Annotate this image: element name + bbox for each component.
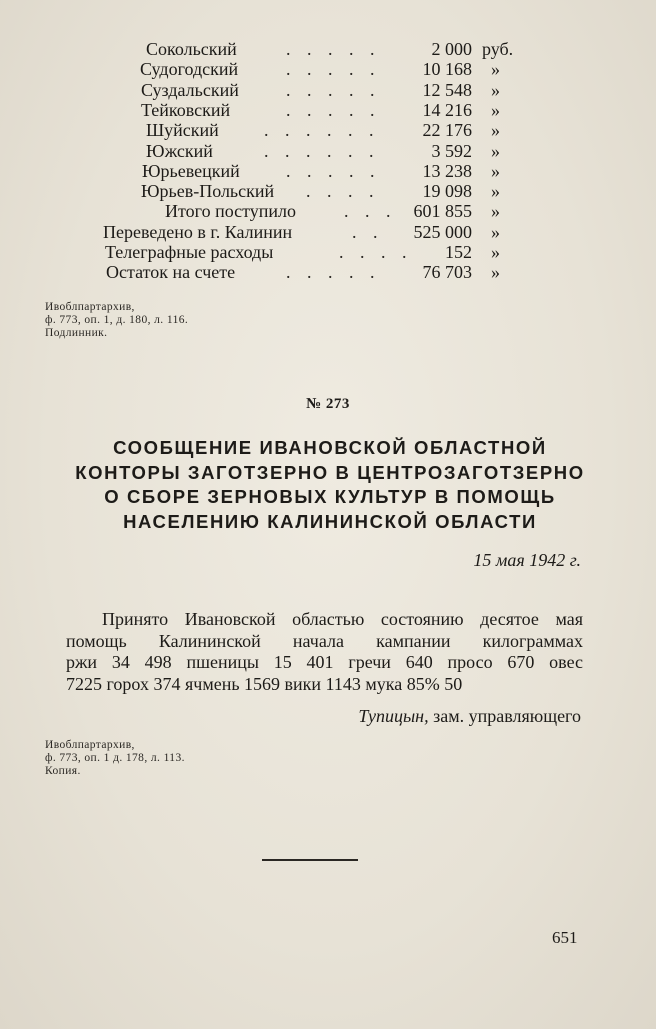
district-name: Переведено в г. Калинин — [103, 221, 293, 242]
district-row — [0, 59, 656, 79]
currency-unit: » — [491, 181, 500, 202]
district-name: Суздальский — [141, 79, 239, 100]
district-amount: 601 855 — [413, 201, 472, 222]
archive-line: ф. 773, оп. 1, д. 180, л. 116. — [45, 314, 189, 326]
document-body — [66, 609, 583, 695]
district-name: Шуйский — [146, 120, 219, 141]
archive-line: Подлинник. — [45, 327, 108, 339]
district-amount: 10 168 — [422, 59, 472, 80]
leader-dots: . . . . . — [286, 160, 381, 181]
archive-line: Ивоблпартархив, — [45, 739, 135, 751]
district-name: Юрьев-Польский — [141, 181, 275, 202]
title-line: О СБОРЕ ЗЕРНОВЫХ КУЛЬТУР В ПОМОЩЬ — [104, 486, 556, 507]
title-line: НАСЕЛЕНИЮ КАЛИНИНСКОЙ ОБЛАСТИ — [123, 510, 537, 532]
document-date: 15 мая 1942 г. — [473, 550, 581, 570]
signature-name: Тупицын, — [358, 706, 429, 726]
district-row — [0, 39, 656, 59]
district-row — [0, 80, 656, 100]
leader-dots: . . . . . . — [264, 140, 380, 161]
leader-dots: . . . . . — [286, 39, 381, 59]
district-row — [0, 181, 656, 201]
body-line: ржи 34 498 пшеницы 15 401 гречи 640 просо 670 овес — [66, 652, 583, 672]
currency-unit: » — [491, 262, 500, 283]
archive-reference — [45, 739, 185, 778]
leader-dots: . . . . . — [286, 79, 381, 100]
leader-dots: . . . . . — [286, 59, 381, 80]
district-row — [0, 242, 656, 262]
district-name: Сокольский — [146, 39, 237, 59]
leader-dots: . . — [352, 221, 384, 242]
district-amount: 525 000 — [413, 221, 472, 242]
currency-unit: » — [491, 201, 500, 222]
leader-dots: . . . . — [339, 242, 413, 262]
district-row — [0, 262, 656, 282]
leader-dots: . . . . — [306, 181, 380, 202]
currency-unit: » — [491, 120, 500, 141]
document-title — [40, 436, 620, 534]
district-amount: 13 238 — [422, 160, 472, 181]
district-amount: 3 592 — [431, 140, 472, 161]
leader-dots: . . . . . — [286, 99, 381, 120]
district-row — [0, 141, 656, 161]
archive-line: Копия. — [45, 765, 81, 777]
district-name: Остаток на счете — [106, 262, 236, 283]
body-line: Принято Ивановской областью состоянию десятое мая — [102, 609, 583, 629]
archive-reference — [45, 301, 188, 340]
district-row — [0, 222, 656, 242]
district-name: Юрьевецкий — [142, 160, 240, 181]
document-number: № 273 — [306, 396, 350, 412]
leader-dots: . . . — [344, 201, 397, 222]
signature — [358, 706, 581, 727]
archive-line: Ивоблпартархив, — [45, 301, 135, 313]
district-name: Итого поступило — [165, 201, 297, 222]
leader-dots: . . . . . — [286, 262, 381, 283]
district-amount: 76 703 — [422, 262, 472, 283]
currency-unit: руб. — [482, 39, 514, 59]
district-amount: 19 098 — [422, 181, 472, 202]
district-row — [0, 161, 656, 181]
district-name: Тейковский — [141, 99, 231, 120]
currency-unit: » — [491, 59, 500, 80]
body-line: 7225 горох 374 ячмень 1569 вики 1143 мука 85% 50 — [66, 673, 463, 694]
district-amount: 12 548 — [422, 79, 472, 100]
district-name: Телеграфные расходы — [105, 242, 274, 262]
currency-unit: » — [491, 99, 500, 120]
title-line: СООБЩЕНИЕ ИВАНОВСКОЙ ОБЛАСТНОЙ — [113, 437, 547, 458]
title-line: КОНТОРЫ ЗАГОТЗЕРНО В ЦЕНТРОЗАГОТЗЕРНО — [75, 461, 585, 483]
archive-line: ф. 773, оп. 1 д. 178, л. 113. — [45, 752, 185, 764]
page-number: 651 — [552, 928, 578, 947]
district-row — [0, 120, 656, 140]
district-amount: 2 000 — [431, 39, 472, 59]
body-line: помощь Калининской начала кампании килограммах — [66, 630, 583, 651]
leader-dots: . . . . . . — [264, 120, 380, 141]
district-name: Южский — [146, 140, 213, 161]
currency-unit: » — [491, 140, 500, 161]
section-divider — [262, 859, 358, 861]
signature-role: зам. управляющего — [428, 706, 581, 726]
currency-unit: » — [491, 242, 500, 262]
district-amount: 14 216 — [422, 99, 472, 120]
district-amount: 22 176 — [422, 120, 472, 141]
district-amount: 152 — [445, 242, 472, 262]
district-name: Судогодский — [140, 59, 239, 80]
district-row — [0, 100, 656, 120]
currency-unit: » — [491, 160, 500, 181]
currency-unit: » — [491, 221, 500, 242]
currency-unit: » — [491, 79, 500, 100]
district-row — [0, 201, 656, 221]
